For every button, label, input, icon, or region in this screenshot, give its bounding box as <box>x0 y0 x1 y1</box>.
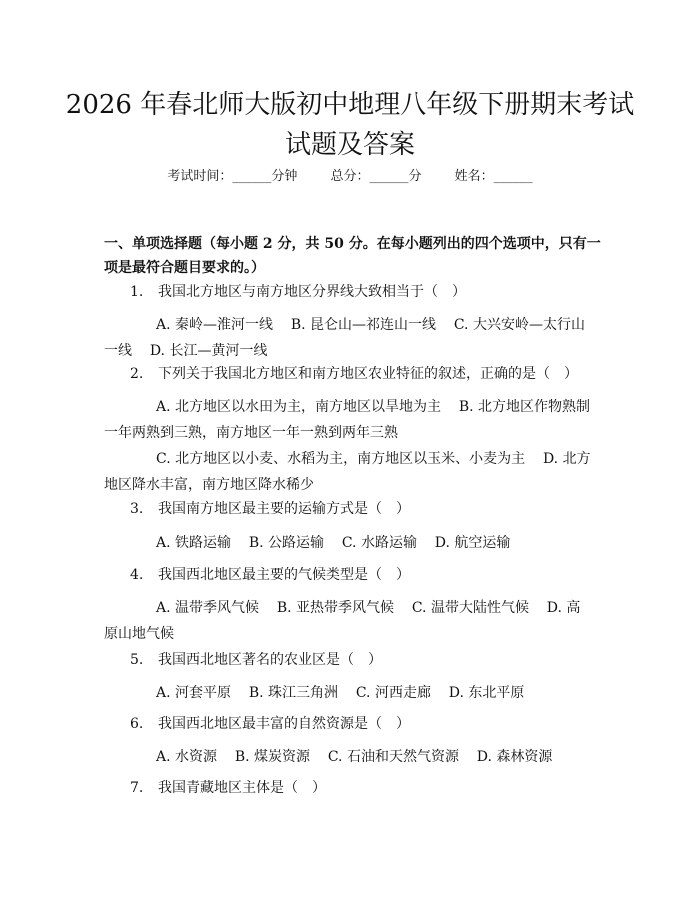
option-c: C. 大兴安岭—太行山一线 <box>104 317 585 359</box>
exam-time-field: 考试时间：______分钟 <box>167 169 298 184</box>
option-d: D. 北方地区降水丰富，南方地区降水稀少 <box>104 451 591 493</box>
option-d: D. 东北平原 <box>448 685 525 701</box>
option-a: A. 水资源 <box>156 749 218 765</box>
option-a: A. 北方地区以水田为主，南方地区以旱地为主 <box>156 399 442 415</box>
option-b: B. 公路运输 <box>248 535 325 551</box>
question-number: 7. <box>130 780 144 796</box>
question-number: 3. <box>130 501 144 517</box>
option-c: C. 北方地区以小麦、水稻为主，南方地区以玉米、小麦为主 <box>156 451 526 467</box>
option-a: A. 温带季风气候 <box>156 600 260 616</box>
question-7 <box>130 778 600 798</box>
option-d: D. 森林资源 <box>476 749 553 765</box>
question-text: 我国西北地区最丰富的自然资源是（ ） <box>158 716 410 732</box>
question-text: 我国青藏地区主体是（ ） <box>158 780 326 796</box>
question-4 <box>130 565 600 585</box>
question-text: 我国西北地区最主要的气候类型是（ ） <box>158 567 410 583</box>
question-5-options <box>104 680 594 706</box>
option-a: A. 河套平原 <box>156 685 232 701</box>
option-d: D. 高原山地气候 <box>104 600 581 642</box>
question-number: 1. <box>130 284 144 300</box>
page-title: 2026 年春北师大版初中地理八年级下册期末考试试题及答案 <box>65 90 635 160</box>
question-number: 5. <box>130 652 144 668</box>
option-b: B. 北方地区作物熟制一年两熟到三熟，南方地区一年一熟到两年三熟 <box>104 399 591 441</box>
question-6 <box>130 714 600 734</box>
option-b: B. 珠江三角洲 <box>248 685 339 701</box>
option-c: C. 温带大陆性气候 <box>411 600 529 616</box>
question-4-options <box>104 595 594 647</box>
question-5 <box>130 650 600 670</box>
option-a: A. 秦岭—淮河一线 <box>156 317 274 333</box>
question-3-options <box>104 530 594 556</box>
question-text: 下列关于我国北方地区和南方地区农业特征的叙述，正确的是（ ） <box>158 366 578 382</box>
question-number: 2. <box>130 366 144 382</box>
question-1-options <box>104 312 594 364</box>
question-number: 4. <box>130 567 144 583</box>
option-c: C. 河西走廊 <box>355 685 431 701</box>
option-b: B. 昆仑山—祁连山一线 <box>290 317 437 333</box>
total-score-field: 总分：______分 <box>330 169 422 184</box>
option-d: D. 航空运输 <box>434 535 511 551</box>
question-3 <box>130 499 600 519</box>
option-b: B. 煤炭资源 <box>234 749 311 765</box>
question-1 <box>130 282 600 302</box>
option-a: A. 铁路运输 <box>156 535 232 551</box>
question-2-options-ab <box>104 394 594 446</box>
question-2-options-cd <box>104 446 594 498</box>
option-c: C. 水路运输 <box>341 535 417 551</box>
question-text: 我国北方地区与南方地区分界线大致相当于（ ） <box>158 284 466 300</box>
question-number: 6. <box>130 716 144 732</box>
question-text: 我国南方地区最主要的运输方式是（ ） <box>158 501 410 517</box>
exam-info <box>0 168 700 186</box>
option-b: B. 亚热带季风气候 <box>276 600 395 616</box>
section-heading: 一、单项选择题（每小题 2 分，共 50 分。在每小题列出的四个选项中，只有一项是最符合题目要求的。） <box>104 236 601 276</box>
student-name-field: 姓名：______ <box>454 169 533 184</box>
question-6-options <box>104 744 594 770</box>
question-2 <box>130 364 600 384</box>
question-text: 我国西北地区著名的农业区是（ ） <box>158 652 382 668</box>
option-c: C. 石油和天然气资源 <box>327 749 459 765</box>
option-d: D. 长江—黄河一线 <box>149 343 268 359</box>
